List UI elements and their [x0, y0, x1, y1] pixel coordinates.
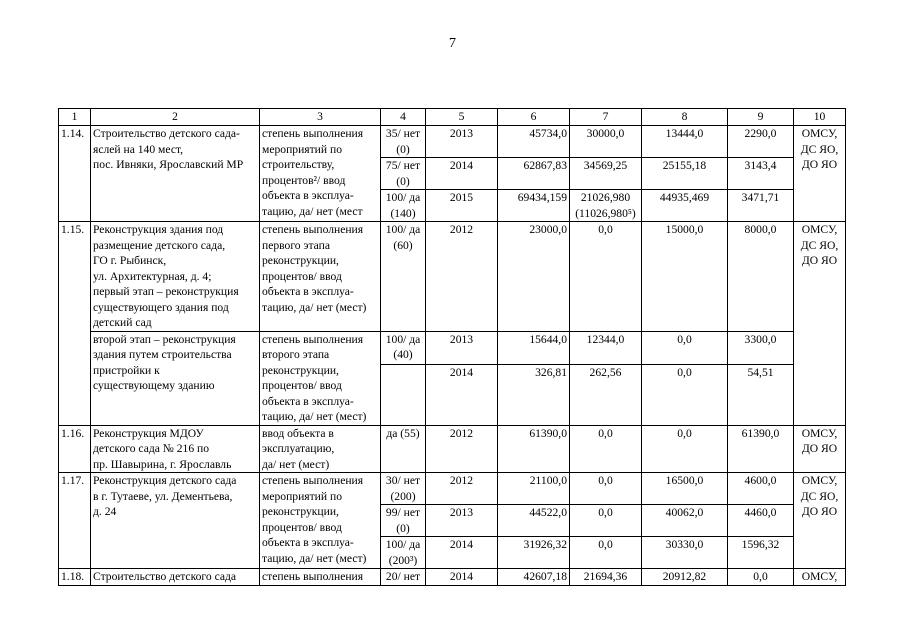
table-row	[59, 331, 846, 364]
item-name: Строительство детского сада- яслей на 140 мест, пос. Ивняки, Ярославский МР	[91, 126, 260, 222]
executor: ОМСУ, ДС ЯО, ДО ЯО	[794, 126, 846, 222]
indicator: степень выполнения второго этапа реконструкции, процентов/ ввод объекта в эксплуа- тацию, да/ нет (мест)	[260, 331, 381, 425]
page-number: 7	[449, 36, 456, 51]
amount-col8: 44935,469	[642, 190, 728, 222]
amount-col8: 0,0	[642, 425, 728, 473]
item-number: 1.15.	[59, 222, 91, 426]
amount-col8: 15000,0	[642, 222, 728, 332]
year: 2014	[426, 158, 498, 190]
item-number: 1.18.	[59, 569, 91, 586]
amount-col7: 12344,0	[570, 331, 642, 364]
amount-col7: 262,56	[570, 364, 642, 425]
header-cell: 7	[570, 109, 642, 126]
indicator: степень выполнения мероприятий по реконструкции, процентов/ ввод объекта в эксплуа- тацию, да/ нет (мест)	[260, 473, 381, 569]
indicator-value: 75/ нет (0)	[381, 158, 426, 190]
amount-col9: 61390,0	[728, 425, 794, 473]
amount-col8: 30330,0	[642, 537, 728, 569]
item-name: Реконструкция МДОУ детского сада № 216 по пр. Шавырина, г. Ярославль	[91, 425, 260, 473]
amount-col8: 20912,82	[642, 569, 728, 586]
amount-col7: 30000,0	[570, 126, 642, 158]
total-amount: 45734,0	[498, 126, 570, 158]
item-name: второй этап – реконструкция здания путем строительства пристройки к существующему зданию	[91, 331, 260, 425]
year: 2013	[426, 505, 498, 537]
amount-col9: 8000,0	[728, 222, 794, 332]
header-cell: 4	[381, 109, 426, 126]
item-number: 1.17.	[59, 473, 91, 569]
header-cell: 3	[260, 109, 381, 126]
indicator-value: да (55)	[381, 425, 426, 473]
year: 2015	[426, 190, 498, 222]
item-number: 1.16.	[59, 425, 91, 473]
amount-col8: 0,0	[642, 331, 728, 364]
amount-col9: 4460,0	[728, 505, 794, 537]
indicator-value: 100/ да (200³)	[381, 537, 426, 569]
header-cell: 2	[91, 109, 260, 126]
amount-col9: 1596,32	[728, 537, 794, 569]
header-cell: 8	[642, 109, 728, 126]
total-amount: 61390,0	[498, 425, 570, 473]
total-amount: 42607,18	[498, 569, 570, 586]
amount-col7: 0,0	[570, 425, 642, 473]
indicator: степень выполнения	[260, 569, 381, 586]
total-amount: 62867,83	[498, 158, 570, 190]
year: 2012	[426, 222, 498, 332]
table-row	[59, 126, 846, 158]
year: 2013	[426, 331, 498, 364]
indicator-value: 35/ нет (0)	[381, 126, 426, 158]
amount-col9: 54,51	[728, 364, 794, 425]
year: 2014	[426, 364, 498, 425]
header-cell: 6	[498, 109, 570, 126]
amount-col7: 0,0	[570, 537, 642, 569]
amount-col7: 34569,25	[570, 158, 642, 190]
indicator: ввод объекта в эксплуатацию, да/ нет (мест)	[260, 425, 381, 473]
amount-col9: 3300,0	[728, 331, 794, 364]
amount-col7: 0,0	[570, 222, 642, 332]
total-amount: 23000,0	[498, 222, 570, 332]
executor: ОМСУ, ДО ЯО	[794, 425, 846, 473]
amount-col7: 21694,36	[570, 569, 642, 586]
amount-col8: 16500,0	[642, 473, 728, 505]
table-row	[59, 569, 846, 586]
total-amount: 21100,0	[498, 473, 570, 505]
indicator-value: 100/ да (60)	[381, 222, 426, 332]
amount-col9: 3143,4	[728, 158, 794, 190]
item-number: 1.14.	[59, 126, 91, 222]
executor: ОМСУ, ДС ЯО, ДО ЯО	[794, 473, 846, 569]
total-amount: 69434,159	[498, 190, 570, 222]
total-amount: 326,81	[498, 364, 570, 425]
header-cell: 1	[59, 109, 91, 126]
indicator-value: 20/ нет	[381, 569, 426, 586]
year: 2014	[426, 537, 498, 569]
indicator-value: 100/ да (140)	[381, 190, 426, 222]
item-name: Строительство детского сада	[91, 569, 260, 586]
item-name: Реконструкция здания под размещение детского сада, ГО г. Рыбинск, ул. Архитектурная, д. 4; первый этап – реконструкция существующего здания под детский сад	[91, 222, 260, 332]
indicator-value: 30/ нет (200)	[381, 473, 426, 505]
amount-col7: 0,0	[570, 473, 642, 505]
executor: ОМСУ, ДС ЯО, ДО ЯО	[794, 222, 846, 426]
header-cell: 10	[794, 109, 846, 126]
amount-col9: 4600,0	[728, 473, 794, 505]
year: 2012	[426, 425, 498, 473]
amount-col9: 0,0	[728, 569, 794, 586]
header-row	[59, 109, 846, 126]
table-row	[59, 473, 846, 505]
indicator: степень выполнения мероприятий по строительству, процентов²/ ввод объекта в эксплуа- тацию, да/ нет (мест	[260, 126, 381, 222]
table-row	[59, 222, 846, 332]
program-table	[58, 108, 846, 586]
amount-col9: 2290,0	[728, 126, 794, 158]
total-amount: 15644,0	[498, 331, 570, 364]
indicator: степень выполнения первого этапа реконструкции, процентов/ ввод объекта в эксплуа- тацию, да/ нет (мест)	[260, 222, 381, 332]
executor: ОМСУ,	[794, 569, 846, 586]
amount-col7: 21026,980 (11026,980⁵)	[570, 190, 642, 222]
header-cell: 9	[728, 109, 794, 126]
total-amount: 44522,0	[498, 505, 570, 537]
total-amount: 31926,32	[498, 537, 570, 569]
amount-col8: 13444,0	[642, 126, 728, 158]
indicator-value	[381, 364, 426, 425]
amount-col8: 25155,18	[642, 158, 728, 190]
indicator-value: 99/ нет (0)	[381, 505, 426, 537]
amount-col7: 0,0	[570, 505, 642, 537]
item-name: Реконструкция детского сада в г. Тутаеве, ул. Дементьева, д. 24	[91, 473, 260, 569]
indicator-value: 100/ да (40)	[381, 331, 426, 364]
year: 2014	[426, 569, 498, 586]
amount-col9: 3471,71	[728, 190, 794, 222]
table-row	[59, 425, 846, 473]
amount-col8: 40062,0	[642, 505, 728, 537]
year: 2013	[426, 126, 498, 158]
year: 2012	[426, 473, 498, 505]
header-cell: 5	[426, 109, 498, 126]
amount-col8: 0,0	[642, 364, 728, 425]
